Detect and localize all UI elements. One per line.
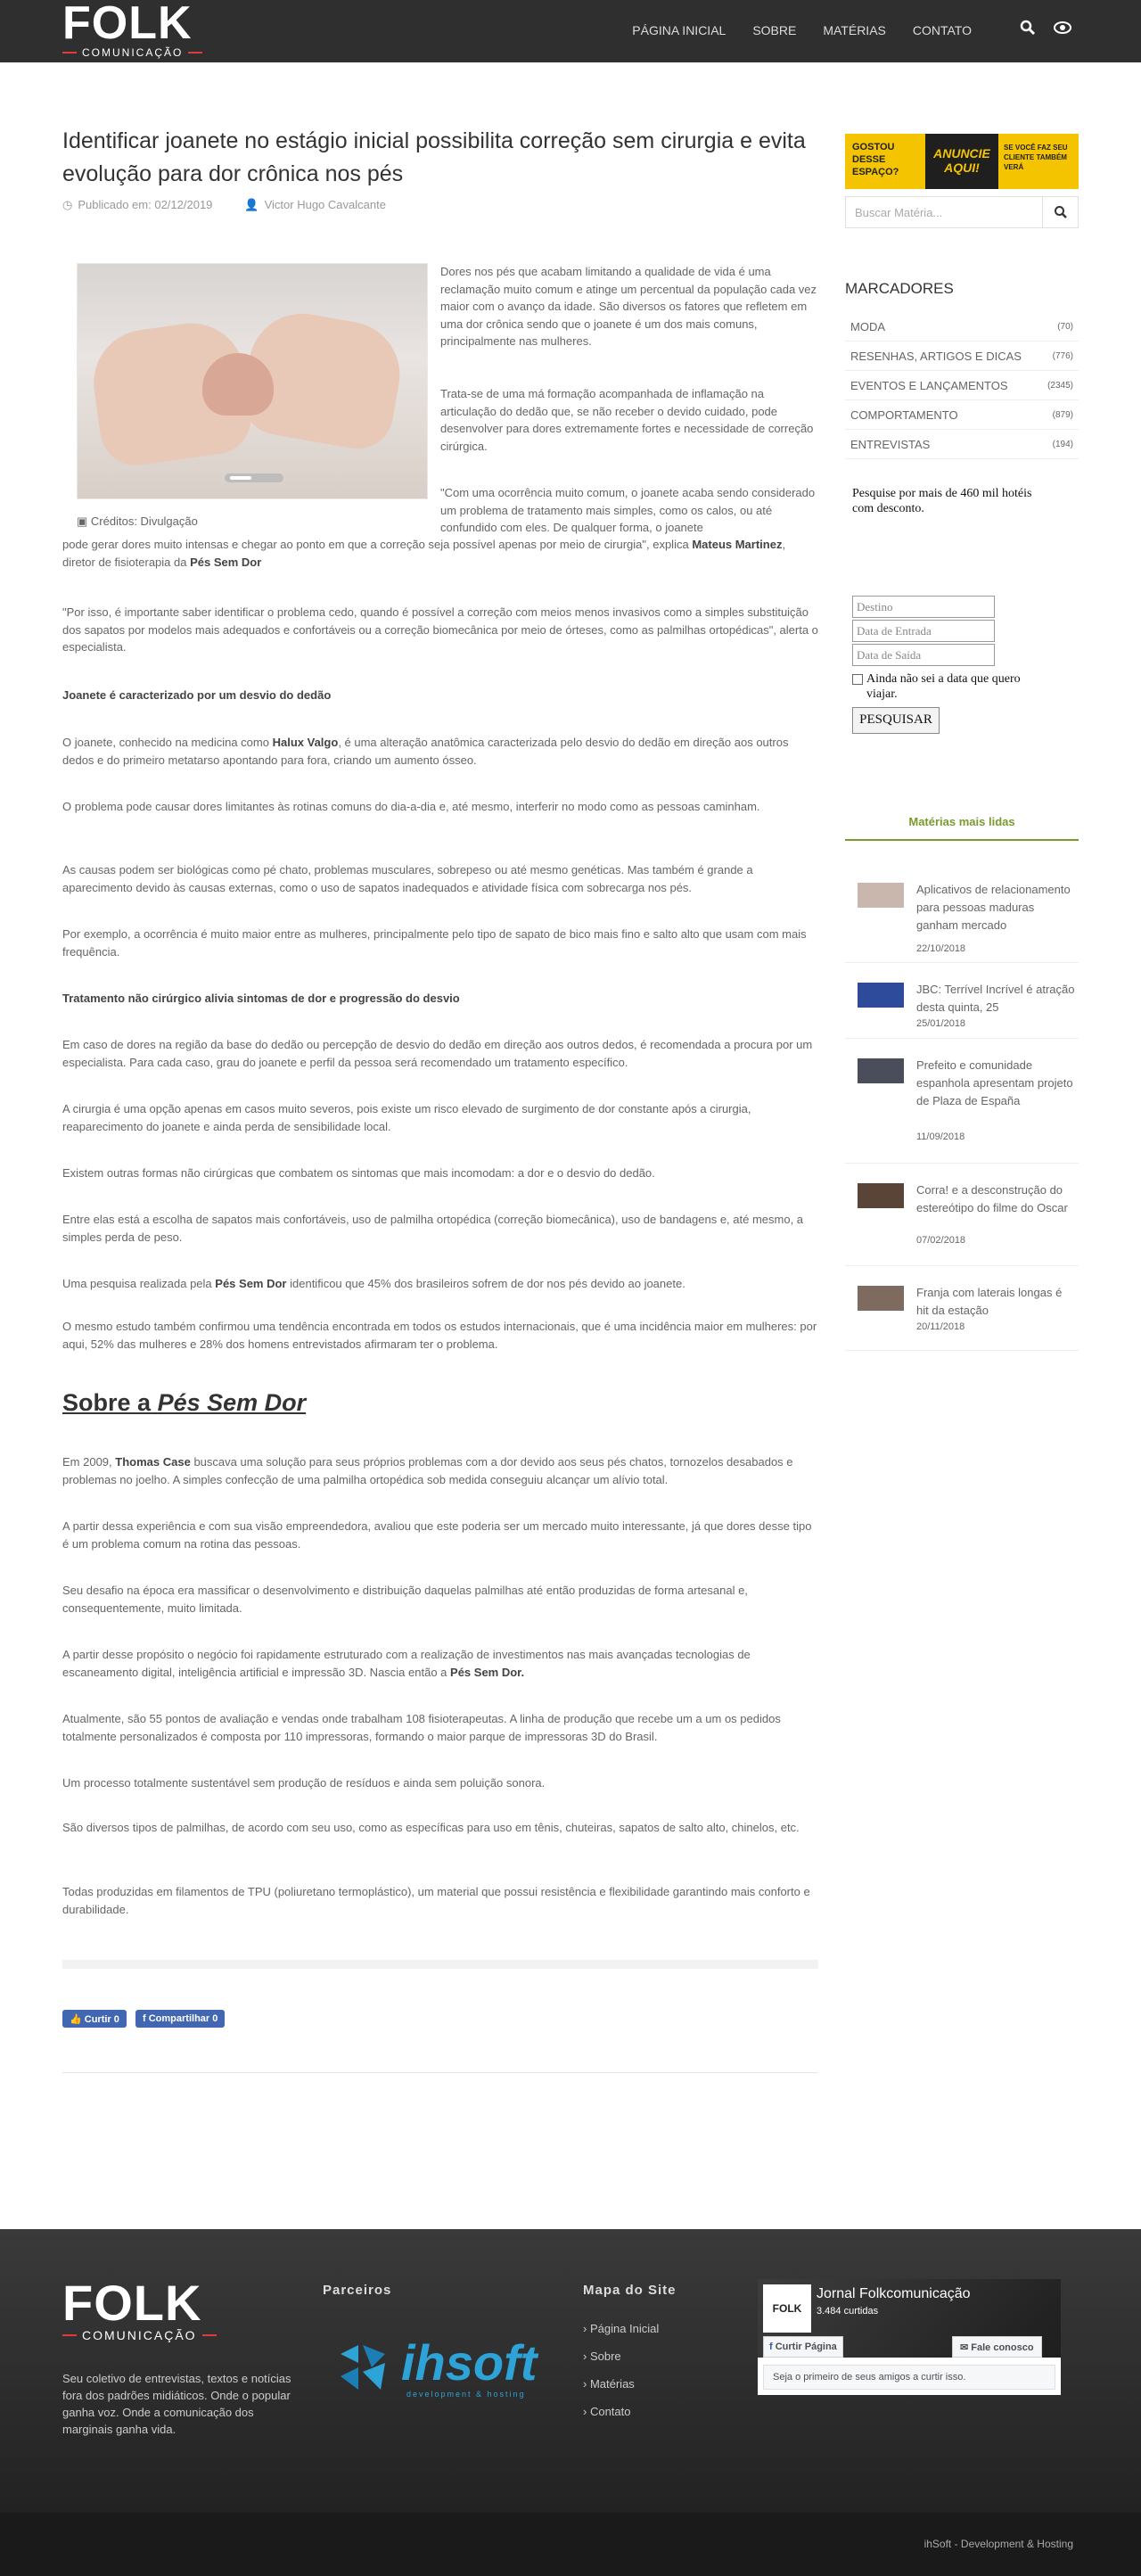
most-read-list: [845, 856, 1079, 1351]
fb-like-page-label: Curtir Página: [775, 2341, 837, 2352]
sidebar-search: [845, 196, 1079, 228]
tag-item[interactable]: [845, 342, 1079, 371]
paragraph: O mesmo estudo também confirmou uma tendência encontrada em todos os estudos internacionais, que é uma incidência maior em mulheres: por aqui, 52% das mulheres e 28% dos homens entrevistados afirmaram ter o problema.: [62, 1320, 817, 1351]
chevron-right-icon: ›: [583, 2405, 590, 2418]
paragraph: "Por isso, é importante saber identificar o problema cedo, quando é possível a correção com meios menos invasivos como a simples substituição dos sapatos por modelos mais adequados e confortáveis ou a correção biomecânica por meio de órteses, como as palmilhas ortopédicas", alerta o especialista.: [62, 605, 818, 654]
tag-count: (194): [1052, 439, 1073, 449]
most-read-underline: [845, 839, 1079, 841]
published-date: [62, 198, 212, 212]
fb-like-label: Curtir 0: [84, 2014, 119, 2025]
about-prefix: Sobre a: [62, 1389, 152, 1416]
tag-count: (879): [1052, 409, 1073, 420]
fb-contact-label: Fale conosco: [971, 2342, 1034, 2353]
nav-articles[interactable]: MATÉRIAS: [823, 23, 886, 37]
paragraph: Trata-se de uma má formação acompanhada de inflamação na articulação do dedão que, se não receber o devido cuidado, pode desenvolver para dores extremamente fortes e necessidade de correção cirúrgica.: [440, 387, 814, 453]
thumb-icon: 👍: [70, 2014, 85, 2025]
footer-logo-text: FOLK: [62, 2275, 202, 2331]
chevron-right-icon: ›: [583, 2350, 590, 2363]
partner-tagline: development & hosting: [406, 2390, 526, 2399]
site-logo[interactable]: [62, 2, 214, 61]
logo-bar: [202, 2334, 217, 2336]
footer-description: Seu coletivo de entrevistas, textos e notícias fora dos padrões midiáticos. Onde o popular ganha voz. Onde a comunicação dos marginais ganha vida.: [62, 2372, 291, 2436]
search-input[interactable]: Buscar Matéria...: [855, 206, 943, 219]
bottom-bar: [0, 2513, 1141, 2576]
most-read-date: 20/11/2018: [916, 1321, 965, 1332]
logo-bar: [188, 52, 202, 53]
paragraph: Atualmente, são 55 pontos de avaliação e vendas onde trabalham 108 fisioterapeutas. A linha de produção que recebe um a um os pedidos totalmente personalizados é composta por 110 impressoras, formando o maior parque de impressoras 3D do Brasil.: [62, 1712, 781, 1743]
ad-left-text: GOSTOU DESSE ESPAÇO?: [852, 142, 899, 177]
slider-dots[interactable]: [225, 473, 283, 482]
about-heading: [62, 1389, 306, 1417]
ad-banner[interactable]: [845, 134, 1079, 189]
content-separator: [62, 1960, 818, 1969]
most-read-item[interactable]: [845, 1039, 1079, 1164]
about-brand: Pés Sem Dor: [157, 1389, 307, 1416]
chevron-right-icon: ›: [583, 2322, 590, 2335]
sitemap-heading: Mapa do Site: [583, 2283, 677, 2298]
author: [244, 198, 386, 212]
sitemap-item[interactable]: [583, 2405, 659, 2432]
article: [62, 125, 818, 2025]
most-read-title: JBC: Terrível Incrível é atração desta quinta, 25: [916, 983, 1075, 1014]
image-icon: ▣: [77, 514, 91, 528]
no-date-label: Ainda não sei a data que quero viajar.: [866, 672, 1021, 701]
logo-sub-text: COMUNICAÇÃO: [82, 46, 184, 59]
most-read-item[interactable]: [845, 1164, 1079, 1266]
hotel-search-button[interactable]: PESQUISAR: [852, 707, 940, 734]
ad-center-text: ANUNCIE AQUI!: [925, 134, 998, 189]
tag-count: (2345): [1047, 380, 1073, 391]
article-thumbnail: [858, 1286, 904, 1311]
subheading: Joanete é caracterizado por um desvio do dedão: [62, 688, 332, 702]
header-icons: [1020, 20, 1071, 36]
fb-like-page-button[interactable]: [763, 2336, 843, 2358]
footer: [0, 2229, 1141, 2513]
most-read-date: 22/10/2018: [916, 943, 966, 954]
tag-item[interactable]: [845, 400, 1079, 430]
destination-field[interactable]: Destino: [852, 596, 995, 618]
fb-page-name[interactable]: Jornal Folkcomunicação: [817, 2286, 971, 2301]
text: , diretor de fisioterapia da: [62, 538, 786, 569]
footer-logo-subtitle: [62, 2328, 217, 2342]
author-name: Victor Hugo Cavalcante: [264, 198, 386, 211]
paragraph: "Com uma ocorrência muito comum, o joanete acaba sendo considerado um problema de tratamento mais simples, como os calos, ou até confundido com eles. De qualquer forma, o joanete: [440, 486, 816, 534]
ihsoft-logo-icon: [332, 2336, 394, 2399]
paragraph: [62, 1453, 818, 1488]
tags-heading: MARCADORES: [845, 280, 954, 297]
tag-label: COMPORTAMENTO: [850, 407, 958, 422]
brand-name: Pés Sem Dor: [215, 1277, 287, 1290]
paragraph: A cirurgia é uma opção apenas em casos muito severos, pois existe um risco elevado de surgimento de dor constante após a cirurgia, reaparecimento do joanete e ainda perda de sensibilidade local.: [62, 1102, 751, 1133]
medical-term: Halux Valgo: [272, 736, 339, 749]
logo-bar: [62, 2334, 77, 2336]
brand-name: Pés Sem Dor: [190, 555, 262, 569]
paragraph: A partir dessa experiência e com sua visão empreendedora, avaliou que este poderia ser um mercado muito interessante, já que dores desse tipo é um problema comum na rotina das pessoas.: [62, 1519, 812, 1551]
tag-label: RESENHAS, ARTIGOS E DICAS: [850, 349, 1022, 363]
footer-logo-sub-text: COMUNICAÇÃO: [82, 2328, 197, 2342]
paragraph: [62, 536, 818, 571]
fb-contact-button[interactable]: [952, 2336, 1042, 2358]
article-thumbnail: [858, 1183, 904, 1208]
footer-logo[interactable]: [62, 2275, 217, 2342]
most-read-heading: Matérias mais lidas: [908, 815, 1015, 828]
sitemap-label: Página Inicial: [589, 2322, 660, 2335]
most-read-date: 11/09/2018: [916, 1132, 965, 1142]
sitemap-item[interactable]: [583, 2377, 659, 2405]
paragraph: Entre elas está a escolha de sapatos mais confortáveis, uso de palmilha ortopédica (correção biomecânica), uso de bandagens e, até mesmo, a simples perda de peso.: [62, 1213, 804, 1244]
text: A partir desse propósito o negócio foi rapidamente estruturado com a realização de investimentos nas mais avançadas tecnologias de escaneamento digital, inteligência artificial e impressão 3D. Nascia então a: [62, 1648, 751, 1679]
ad-right-text: SE VOCÊ FAZ SEU CLIENTE TAMBÉM VERÁ: [1004, 144, 1068, 171]
tag-label: MODA: [850, 319, 885, 333]
paragraph: São diversos tipos de palmilhas, de acordo com seu uso, como as específicas para uso em tênis, chuteiras, sapatos de salto alto, chinelos, etc.: [62, 1821, 800, 1834]
clock-icon: ◷: [62, 198, 73, 211]
nav-home[interactable]: PÁGINA INICIAL: [632, 23, 726, 37]
search-icon[interactable]: [1020, 20, 1036, 36]
most-read-item[interactable]: [845, 856, 1079, 963]
most-read-title: Aplicativos de relacionamento para pessoas maduras ganham mercado: [916, 883, 1071, 932]
sitemap-label: Sobre: [589, 2350, 621, 2363]
most-read-date: 07/02/2018: [916, 1235, 966, 1246]
logo-text: FOLK: [62, 0, 193, 49]
sitemap-item[interactable]: [583, 2322, 659, 2350]
fb-page-count: 3.484 curtidas: [817, 2306, 879, 2317]
caption-text: Créditos: Divulgação: [90, 514, 198, 528]
text: Uma pesquisa realizada pela: [62, 1277, 212, 1290]
article-title: Identificar joanete no estágio inicial possibilita correção sem cirurgia e evita evolução para dor crônica nos pés: [62, 128, 806, 186]
main-nav: [632, 23, 972, 37]
paragraph: Seu desafio na época era massificar o desenvolvimento e distribuição daquelas palmilhas até então produzidas de forma artesanal e, consequentemente, muito limitada.: [62, 1584, 748, 1615]
text: Em 2009,: [62, 1455, 112, 1469]
facebook-icon: f: [769, 2341, 776, 2352]
facebook-page-widget: [758, 2279, 1061, 2395]
most-read-item[interactable]: [845, 1266, 1079, 1351]
user-icon: 👤: [244, 198, 259, 211]
tags-list: [845, 312, 1079, 459]
partner-name: ihsoft: [401, 2334, 538, 2391]
facebook-icon: f: [143, 2013, 149, 2024]
paragraph: O problema pode causar dores limitantes às rotinas comuns do dia-a-dia e, até mesmo, interferir no modo como as pessoas caminham.: [62, 800, 760, 813]
text: identificou que 45% dos brasileiros sofrem de dor nos pés devido ao joanete.: [290, 1277, 685, 1290]
most-read-title: Franja com laterais longas é hit da estação: [916, 1286, 1063, 1317]
paragraph: [62, 1646, 818, 1681]
paragraph: As causas podem ser biológicas como pé chato, problemas musculares, sobrepeso ou até mesmo genéticas. Mas também é grande a aparecimento devido às causas externas, como o uso de sapatos inadequados e atividade física com sobrecarga nos pés.: [62, 863, 753, 894]
tag-label: ENTREVISTAS: [850, 437, 931, 451]
fb-share-label: Compartilhar 0: [148, 2013, 218, 2024]
paragraph: Em caso de dores na região da base do dedão ou percepção de desvio do dedão em direção aos outros dedos, é recomendada a procura por um especialista. Para cada caso, grau do joanete e perfil da pessoa será recomendado um tratamento específico.: [62, 1038, 813, 1069]
article-thumbnail: [858, 983, 904, 1008]
search-icon: [1054, 205, 1068, 219]
checkout-field[interactable]: Data de Saída: [852, 644, 995, 666]
no-date-checkbox[interactable]: [852, 674, 863, 685]
fb-share-button[interactable]: [135, 2010, 225, 2028]
chevron-right-icon: ›: [583, 2377, 590, 2391]
image-caption: [77, 514, 198, 529]
person-name: Thomas Case: [115, 1455, 191, 1469]
article-meta: [62, 198, 818, 212]
paragraph: Por exemplo, a ocorrência é muito maior entre as mulheres, principalmente pelo tipo de sapato de bico mais fino e salto alto que usam com mais frequência.: [62, 927, 807, 959]
article-image-feet: [77, 263, 428, 499]
divider: [62, 2072, 818, 2073]
published-text: Publicado em: 02/12/2019: [78, 198, 213, 211]
paragraph: Um processo totalmente sustentável sem produção de resíduos e ainda sem poluição sonora.: [62, 1776, 546, 1790]
search-button[interactable]: [1042, 197, 1078, 227]
article-thumbnail: [858, 1058, 904, 1083]
paragraph: Existem outras formas não cirúrgicas que combatem os sintomas que mais incomodam: a dor e o desvio do dedão.: [62, 1166, 655, 1180]
developer-credit[interactable]: ihSoft - Development & Hosting: [923, 2538, 1073, 2550]
tag-item[interactable]: [845, 430, 1079, 459]
text: buscava uma solução para seus próprios problemas com a dor devido aos seus pés chatos, tornozelos desabados e problemas no joelho. A simples confecção de uma palmilha ortopédica sob medida conseguiu alcançar um alívio total.: [62, 1455, 793, 1486]
logo-bar: [62, 52, 77, 53]
sitemap-item[interactable]: [583, 2350, 659, 2377]
top-header: [0, 0, 1141, 62]
sidebar: [845, 134, 1079, 228]
sitemap-list: [583, 2322, 659, 2432]
text: O joanete, conhecido na medicina como: [62, 736, 269, 749]
brand-name: Pés Sem Dor.: [450, 1665, 525, 1679]
most-read-title: Prefeito e comunidade espanhola apresentam projeto de Plaza de España: [916, 1058, 1073, 1107]
sitemap-label: Contato: [589, 2405, 631, 2418]
tag-count: (776): [1052, 350, 1073, 361]
fb-like-button[interactable]: [62, 2010, 127, 2028]
paragraph: Todas produzidas em filamentos de TPU (poliuretano termoplástico), um material que possui resistência e flexibilidade garantindo mais conforto e durabilidade.: [62, 1885, 810, 1916]
no-date-option: [852, 671, 1048, 702]
most-read-title: Corra! e a desconstrução do estereótipo do filme do Oscar: [916, 1183, 1068, 1214]
hotel-search-form: [852, 596, 1048, 734]
sitemap-label: Matérias: [589, 2377, 635, 2391]
most-read-date: 25/01/2018: [916, 1018, 966, 1029]
tag-item[interactable]: [845, 312, 1079, 342]
person-name: Mateus Martinez: [692, 538, 783, 551]
text: , é uma alteração anatômica caracterizada pelo desvio do dedão em direção aos outros dedos e do primeiro metatarso apontando para fora, criando um aumento ósseo.: [62, 736, 789, 767]
tag-label: EVENTOS E LANÇAMENTOS: [850, 378, 1008, 392]
fb-friends-text: Seja o primeiro de seus amigos a curtir isso.: [763, 2365, 1055, 2390]
partners-heading: Parceiros: [323, 2283, 392, 2298]
eye-icon[interactable]: [1054, 20, 1071, 36]
subheading: Tratamento não cirúrgico alivia sintomas de dor e progressão do desvio: [62, 992, 460, 1005]
nav-contact[interactable]: CONTATO: [912, 23, 972, 37]
fb-page-avatar[interactable]: FOLK: [763, 2284, 811, 2333]
paragraph: [62, 1275, 818, 1293]
paragraph: [62, 734, 818, 769]
text: pode gerar dores muito intensas e chegar ao ponto em que a correção seja possível apenas por meio de cirurgia", explica: [62, 538, 689, 551]
article-thumbnail: [858, 883, 904, 908]
tag-count: (70): [1057, 321, 1073, 332]
tag-item[interactable]: [845, 371, 1079, 400]
most-read-item[interactable]: [845, 963, 1079, 1039]
paragraph: Dores nos pés que acabam limitando a qualidade de vida é uma reclamação muito comum e atinge um percentual da população cada vez maior com o avanço da idade. São diversos os fatores que refletem em uma dor crônica sendo que o joanete é um dos mais comuns, principalmente nas mulheres.: [440, 265, 817, 348]
partner-logo-ihsoft[interactable]: [330, 2336, 553, 2407]
checkin-field[interactable]: Data de Entrada: [852, 620, 995, 642]
envelope-icon: ✉: [960, 2342, 972, 2353]
hotel-promo-text: Pesquise por mais de 460 mil hotéis com desconto.: [852, 487, 1032, 515]
nav-about[interactable]: SOBRE: [752, 23, 797, 37]
